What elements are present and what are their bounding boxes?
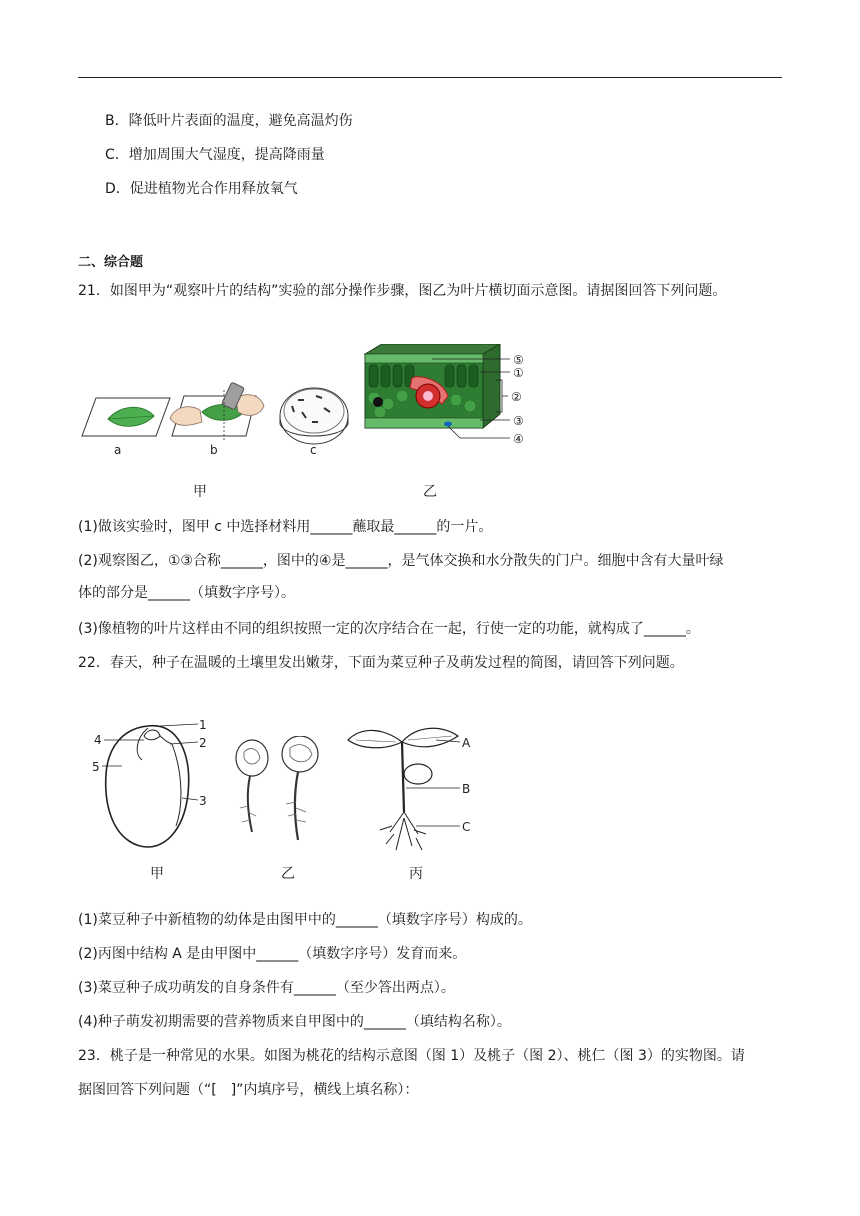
q21-step-a-illustration (82, 398, 170, 436)
q22-label-4: 4 (94, 733, 102, 747)
q21-figure-yi-leaf-section (360, 344, 540, 456)
q21-label-2: ② (511, 390, 522, 404)
q22-caption-yi: 乙 (281, 866, 295, 882)
q22-caption-jia: 甲 (150, 866, 164, 882)
q22-label-C: C (462, 820, 471, 834)
q21-sub1: (1)做该实验时，图甲 c 中选择材料用______蘸取最______的一片。 (78, 519, 493, 535)
q21-label-3: ③ (513, 414, 524, 428)
q22-figure-yi-seedlings (228, 736, 328, 846)
q21-caption-yi: 乙 (423, 484, 437, 500)
q21-stem: 21．如图甲为“观察叶片的结构”实验的部分操作步骤，图乙为叶片横切面示意图。请据图回答下列问题。 (78, 283, 727, 299)
q22-label-A: A (462, 736, 471, 750)
q22-label-B: B (462, 782, 471, 796)
option-b: B．降低叶片表面的温度，避免高温灼伤 (105, 113, 353, 129)
q22-label-5: 5 (92, 760, 100, 774)
q21-sub3: (3)像植物的叶片这样由不同的组织按照一定的次序结合在一起，行使一定的功能，就构成了______。 (78, 621, 700, 637)
q21-sub2-line1: (2)观察图乙，①③合称______，图中的④是______，是气体交换和水分散失的门户。细胞中含有大量叶绿 (78, 553, 724, 569)
q21-label-4: ④ (513, 432, 524, 446)
q21-label-1: ① (513, 366, 524, 380)
header-rule (78, 77, 782, 78)
q21-label-b: b (210, 443, 218, 457)
q21-step-b-illustration (170, 382, 264, 440)
q21-label-a: a (114, 443, 122, 457)
q23-stem-line2: 据图回答下列问题（“[ ]”内填序号，横线上填名称）： (78, 1082, 419, 1098)
option-c: C．增加周围大气湿度，提高降雨量 (105, 147, 325, 163)
q22-sub3: (3)菜豆种子成功萌发的自身条件有______（至少答出两点）。 (78, 980, 455, 996)
section-title: 二、综合题 (78, 255, 144, 270)
q22-sub1: (1)菜豆种子中新植物的幼体是由图甲中的______（填数字序号）构成的。 (78, 912, 532, 928)
q22-label-1: 1 (199, 718, 207, 732)
q23-stem-line1: 23．桃子是一种常见的水果。如图为桃花的结构示意图（图 1）及桃子（图 2）、桃仁（图 3）的实物图。请 (78, 1048, 745, 1064)
q21-sub2-line2: 体的部分是______（填数字序号）。 (78, 585, 295, 601)
q22-label-2: 2 (199, 736, 207, 750)
q21-label-c: c (310, 443, 317, 457)
q21-figure-jia (76, 340, 366, 460)
q22-figure-bing-plant (342, 722, 482, 856)
q22-figure-jia-seed (88, 714, 218, 854)
q22-sub4: (4)种子萌发初期需要的营养物质来自甲图中的______（填结构名称）。 (78, 1014, 511, 1030)
q21-caption-jia: 甲 (193, 484, 207, 500)
q21-label-5: ⑤ (513, 353, 524, 367)
option-d: D．促进植物光合作用释放氧气 (105, 181, 298, 197)
q22-stem: 22．春天，种子在温暖的土壤里发出嫩芽，下面为菜豆种子及萌发过程的简图，请回答下列问题。 (78, 655, 684, 671)
q22-sub2: (2)丙图中结构 A 是由甲图中______（填数字序号）发育而来。 (78, 946, 467, 962)
q22-label-3: 3 (199, 794, 207, 808)
q21-step-c-petri-dish (280, 388, 348, 444)
q22-caption-bing: 丙 (409, 866, 423, 882)
